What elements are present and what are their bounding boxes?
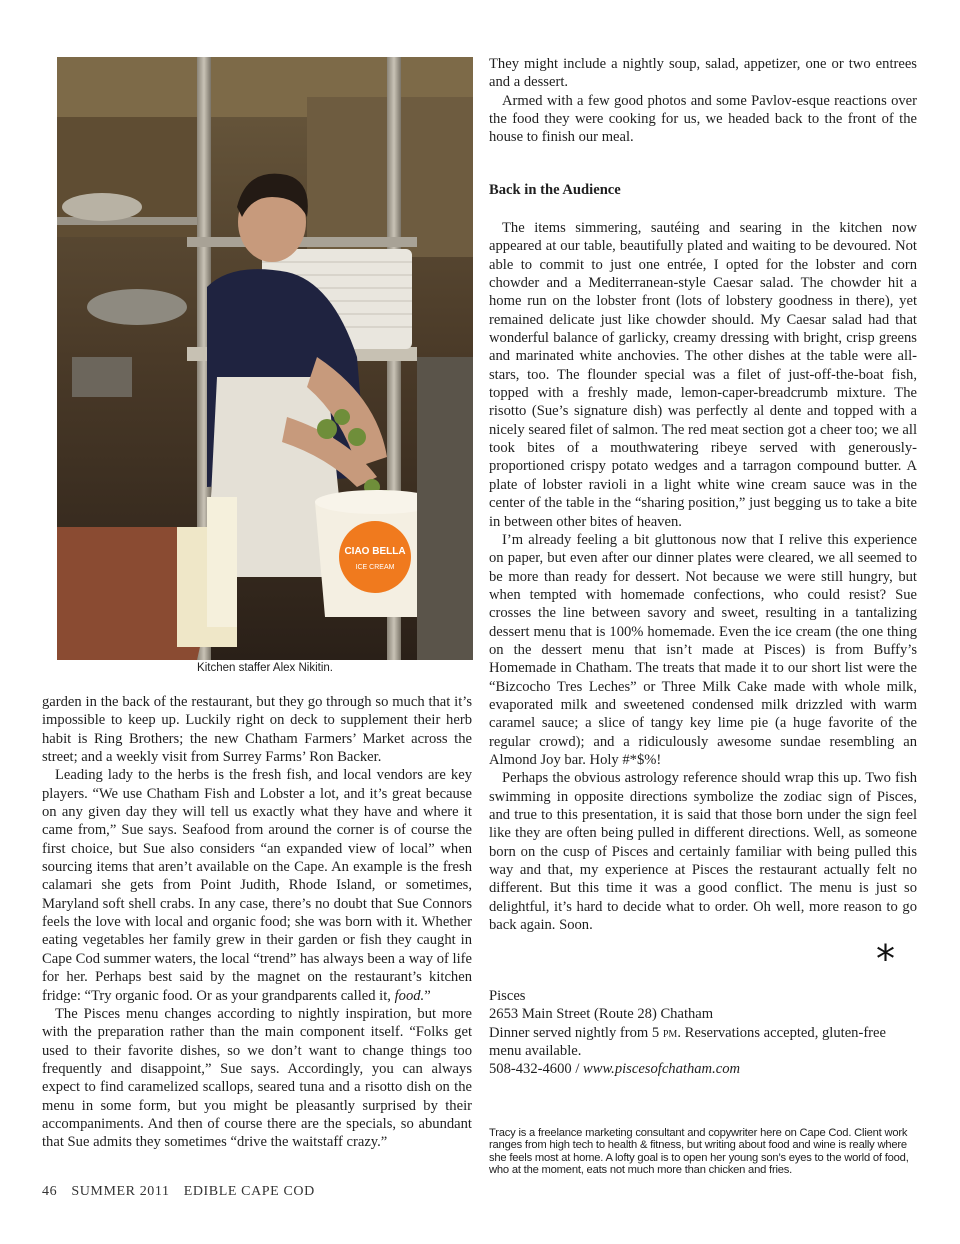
issue-label: SUMMER 2011	[71, 1184, 170, 1199]
left-paragraph-3: The Pisces menu changes according to nightly inspiration, but more with the preparation rather than the main component itself. “Folks get used to their favorite dishes, so we don’t want to change things too frequently and disappoint,” Sue says. Accordingly, you can always expect to find caramelized scallops, seared tuna and a risotto dish on the menu in some form, but you might be pleasantly surprised by their accompaniments. And then of course there are the specials, so abundant that Sue admits they sometimes “drive the waitstaff crazy.”	[42, 1005, 472, 1151]
left-paragraph-2-end: ”	[424, 987, 431, 1004]
restaurant-phone: 508-432-4600 /	[489, 1061, 584, 1078]
restaurant-contact	[489, 1060, 919, 1078]
hours-rest: . Reservations accepted, gluten-free menu available.	[489, 1024, 887, 1060]
right-body-paragraph-2: I’m already feeling a bit gluttonous now that I relive this experience on paper, but even after our dinner plates were cleared, we all seemed to be more than ready for dessert. Not because we were still hungry, but when tempted with homemade confections, who could resist? Sue crosses the line between savory and sweet, resulting in a tantalizing dessert menu that is 100% homemade. Even the ice cream (the one thing on the dessert menu that isn’t made at Pisces) is from Buffy’s Homemade in Chatham. The treats that made it to our short list were the “Bizcocho Tres Leches” or Three Milk Cake made with whole milk, evaporated milk and sweetened condensed milk drizzled with warm caramel sauce; a slice of tangy key lime pie (a huge favorite of the regular crowd); and a ridiculously awesome sundae resembling an Almond Joy bar. Holy #*$%!	[489, 531, 917, 768]
page-footer	[42, 1184, 325, 1200]
publication-name: EDIBLE CAPE COD	[183, 1184, 315, 1199]
left-paragraph-2-italic: food.	[394, 987, 425, 1004]
photo-caption: Kitchen staffer Alex Nikitin.	[197, 662, 333, 674]
left-paragraph-1: garden in the back of the restaurant, but they go through so much that it’s impossible to keep up. Luckily right on deck to supplement their herb habit is Ring Brothers; the new Chatham Farmers’ Market across the street; and a weekly visit from Surrey Farms’ Ron Backer.	[42, 694, 472, 766]
page-number: 46	[42, 1184, 58, 1199]
right-top-paragraph-1: They might include a nightly soup, salad, appetizer, one or two entrees and a dessert.	[489, 56, 917, 91]
kitchen-photo-illustration	[57, 57, 473, 660]
hours-text: Dinner served nightly from 5	[489, 1024, 663, 1041]
kitchen-photo	[57, 57, 473, 660]
tub-sublabel: ICE CREAM	[355, 564, 395, 571]
left-paragraph-2-text: Leading lady to the herbs is the fresh fish, and local vendors are key players. “We use Chatham Fish and Lobster a lot, and it’s great because on any given day they will tell us exactly what they have and where it came from,” Sue says. Seafood from around the corner is of course the first choice, but Sue also considers “an expanded view of local” when sourcing items that aren’t available on the Cape. An example is the fresh calamari she gets from Point Judith, Rhode Island, or sometimes, Maryland soft shell crabs. In any case, there’s no doubt that Sue Connors feels the love with local and organic food; she was born with it. Whether eating vegetables her family grew in their garden or fish they caught in Cape Cod summer waters, the local “trend” has always been a way of life for her. Perhaps best said by the magnet on the restaurant’s kitchen fridge: “Try organic food. Or as your grandparents called it,	[42, 767, 472, 1004]
right-top-paragraph-2: Armed with a few good photos and some Pavlov-esque reactions over the food they were cooking for us, we headed back to the front of the house to finish our meal.	[489, 92, 917, 146]
author-bio: Tracy is a freelance marketing consultant and copywriter here on Cape Cod. Client work ranges from high tech to health & fitness, but writing about food and wine is really where she feels most at home. A lofty goal is to open her young son’s eyes to the world of food, who at the moment, eats not much more than chicken and fries.	[489, 1127, 909, 1176]
left-paragraph-2	[42, 766, 472, 1004]
restaurant-hours	[489, 1024, 919, 1061]
left-column	[42, 693, 472, 1152]
right-body-paragraph-1: The items simmering, sautéing and searing in the kitchen now appeared at our table, beautifully plated and waiting to be devoured. Not able to commit to just one entrée, I opted for the lobster and corn chowder and a Mediterranean-style Caesar salad. The chowder hit a home run on the lobster front (lots of lobstery goodness in there), yet remained delicate just like chowder should. My Caesar salad had that wonderful balance of garlicky, creamy dressing with bright, crisp greens and marinated white anchovies. The other dishes at the table were all-stars, too. The flounder special was a filet of just-off-the-boat fish, topped with a freshly made, lemon-caper-breadcrumb mixture. The risotto (Sue’s signature dish) was perfectly al dente and topped with a nicely seared filet of salmon. The red meat section got a cheer too; we all took bites of a mouthwatering ribeye served with generously-proportioned crispy potato wedges and a tarragon compound butter. A plate of lobster ravioli in a light white wine cream sauce was in the center of the table in the “sharing position,” just begging us to take a bite in between other bites of heaven.	[489, 220, 917, 530]
end-mark-icon: *	[876, 937, 895, 981]
right-column-body	[489, 219, 917, 934]
restaurant-website-link[interactable]: www.piscesofchatham.com	[583, 1061, 741, 1078]
right-column-top	[489, 55, 917, 147]
restaurant-name: Pisces	[489, 988, 526, 1004]
right-body-paragraph-3: Perhaps the obvious astrology reference should wrap this up. Two fish swimming in opposite directions symbolize the zodiac sign of Pisces, and true to this presentation, it is said that those born under the sign feel like they are often being pulled in different directions. Well, as someone born on the cusp of Pisces and certainly familiar with being pulled this way and that, my experience at Pisces the restaurant actually felt no different. But this time it was a good conflict. The menu is just so delightful, it’s hard to decide what to order. Oh well, more reason to go back again. Soon.	[489, 770, 917, 934]
restaurant-address: 2653 Main Street (Route 28) Chatham	[489, 1006, 714, 1023]
restaurant-info	[489, 987, 919, 1079]
tub-label: CIAO BELLA	[344, 546, 406, 557]
section-heading: Back in the Audience	[489, 182, 621, 198]
hours-pm: pm	[662, 1024, 678, 1041]
